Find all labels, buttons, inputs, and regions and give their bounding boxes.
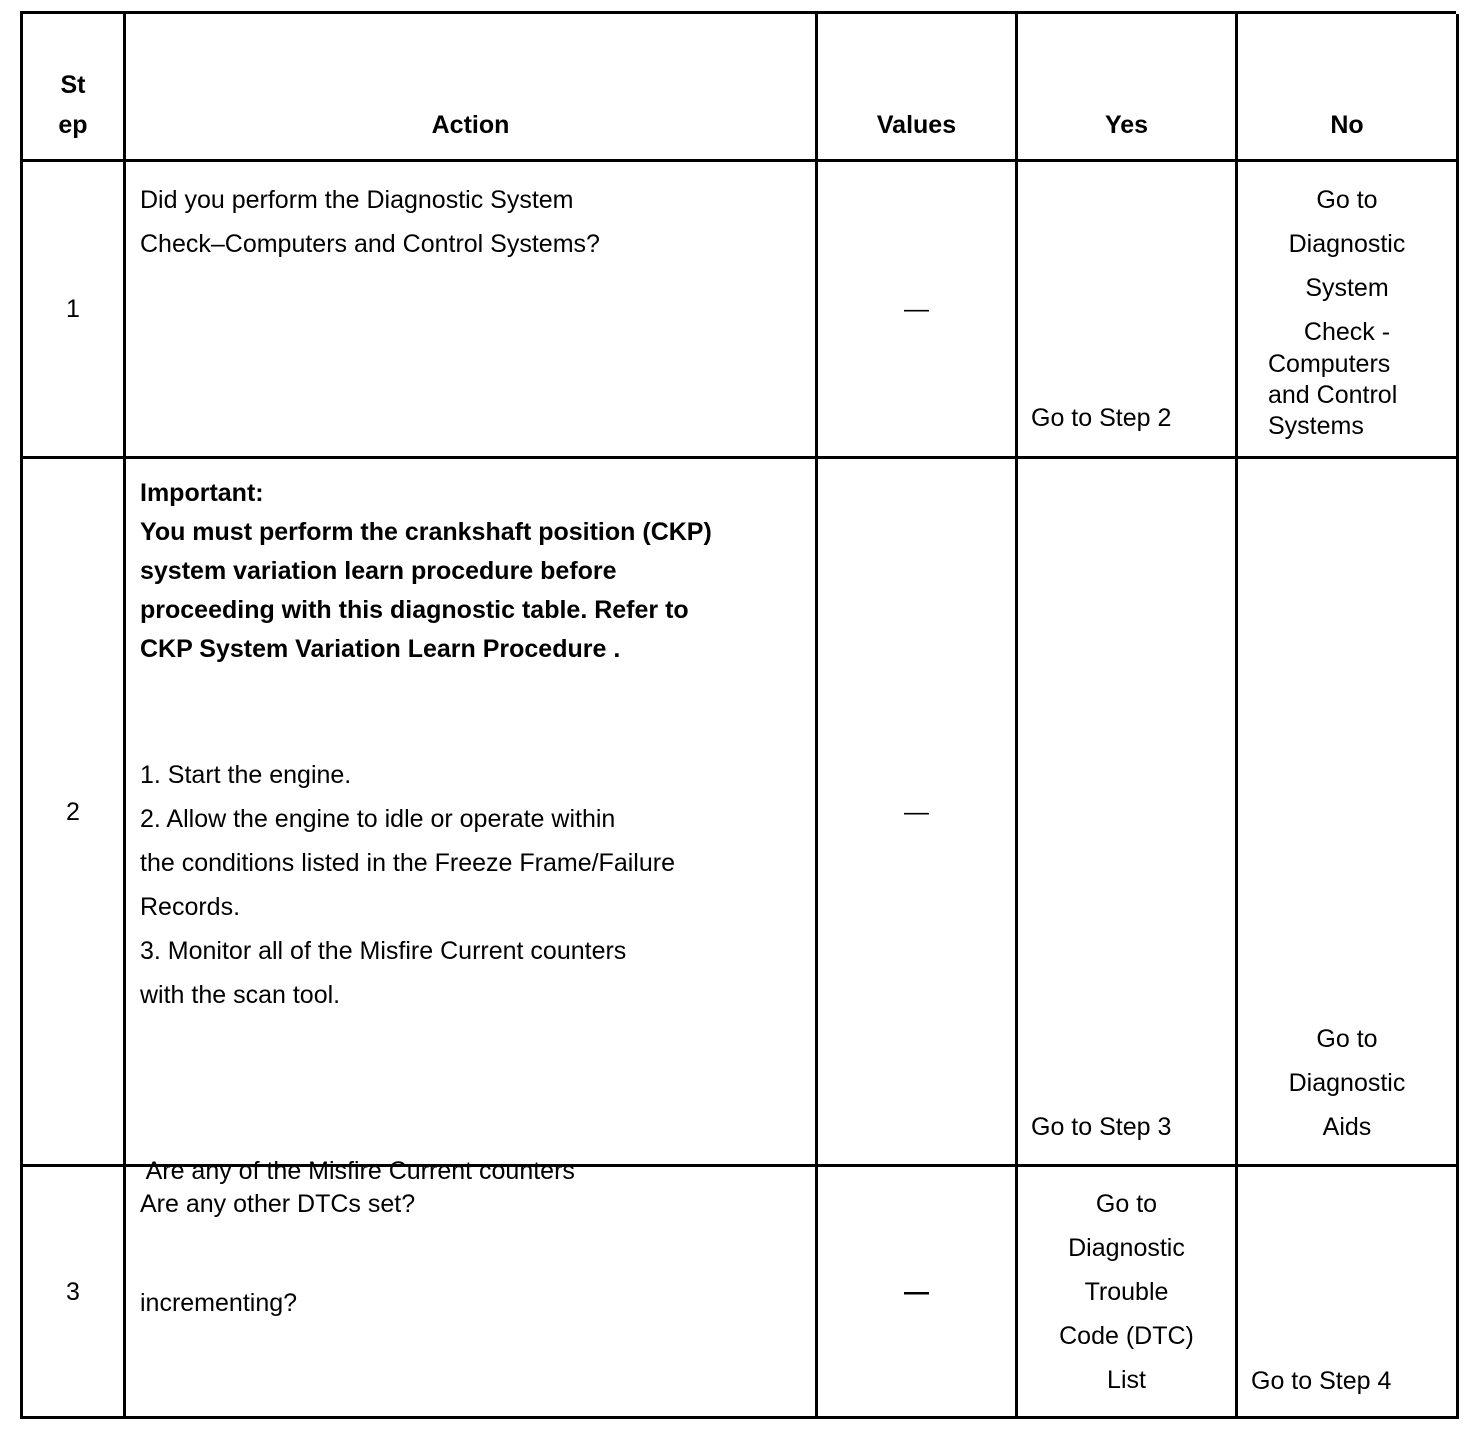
row3-step-number: 3 xyxy=(66,1277,80,1306)
row2-no xyxy=(1238,459,1459,1167)
row3-values xyxy=(818,1167,1018,1419)
row1-values xyxy=(818,162,1018,459)
row1-step-number: 1 xyxy=(66,295,80,323)
row1-no-line: Check - xyxy=(1303,318,1391,346)
row3-yes-line: Go to xyxy=(1095,1190,1158,1218)
row2-action-line: Records. xyxy=(140,893,241,921)
row2-no-line: Aids xyxy=(1322,1113,1372,1141)
row2-step-number: 2 xyxy=(66,797,80,826)
row2-action-line: 1. Start the engine. xyxy=(140,761,352,789)
row2-yes xyxy=(1018,459,1238,1167)
row1-yes xyxy=(1018,162,1238,459)
row2-values-dash: — xyxy=(904,797,929,826)
diagnostic-table xyxy=(20,11,1456,1419)
header-values xyxy=(818,14,1018,162)
header-yes-label: Yes xyxy=(1104,111,1149,139)
row3-no xyxy=(1238,1167,1459,1419)
important-line: CKP System Variation Learn Procedure . xyxy=(140,635,621,663)
row3-yes-line: List xyxy=(1107,1366,1146,1394)
row2-action-line: the conditions listed in the Freeze Frame/Failure xyxy=(140,849,675,877)
header-no xyxy=(1238,14,1459,162)
row3-action-line: Are any other DTCs set? xyxy=(140,1190,416,1218)
row3-yes-line: Trouble xyxy=(1084,1278,1169,1306)
header-action xyxy=(126,14,818,162)
row2-action-line: 2. Allow the engine to idle or operate within xyxy=(140,805,616,833)
row3-yes-line: Diagnostic xyxy=(1068,1234,1185,1262)
row1-no-line: System xyxy=(1305,274,1389,302)
row1-action-line: Did you perform the Diagnostic System xyxy=(140,186,574,214)
row2-no-line: Diagnostic xyxy=(1288,1069,1406,1097)
row1-values-dash: — xyxy=(904,295,929,323)
row3-values-dash: — xyxy=(904,1277,929,1306)
row3-yes-line: Code (DTC) xyxy=(1059,1322,1194,1350)
row3-yes xyxy=(1018,1167,1238,1419)
row2-yes-text: Go to Step 3 xyxy=(1031,1113,1172,1141)
row1-no-line: Computers xyxy=(1268,350,1391,378)
row1-action xyxy=(126,162,818,459)
important-line: proceeding with this diagnostic table. Refer to xyxy=(140,596,689,624)
important-line: You must perform the crankshaft position (CKP) xyxy=(140,518,712,546)
row2-question-line: Are any of the Misfire Current counters xyxy=(140,1157,575,1185)
important-label: Important: xyxy=(140,479,264,507)
header-action-label: Action xyxy=(431,111,510,139)
header-values-label: Values xyxy=(876,111,957,139)
row1-step xyxy=(23,162,126,459)
row1-action-line: Check–Computers and Control Systems? xyxy=(140,230,600,258)
row2-step xyxy=(23,459,126,1167)
header-step-line2: ep xyxy=(58,111,88,139)
row1-no-line: Diagnostic xyxy=(1288,230,1406,258)
header-no-label: No xyxy=(1330,111,1364,139)
row3-no-text: Go to Step 4 xyxy=(1251,1367,1392,1395)
row1-no-line: Systems xyxy=(1268,412,1364,440)
header-step-line1: St xyxy=(60,71,86,99)
header-step xyxy=(23,14,126,162)
row2-values xyxy=(818,459,1018,1167)
row1-no xyxy=(1238,162,1459,459)
row2-no-line: Go to xyxy=(1316,1025,1378,1053)
row2-action-line: 3. Monitor all of the Misfire Current counters xyxy=(140,937,627,965)
row1-no-line: and Control xyxy=(1268,381,1398,409)
row2-action-line: with the scan tool. xyxy=(140,981,341,1009)
row3-action xyxy=(126,1167,818,1419)
row3-step xyxy=(23,1167,126,1419)
row1-yes-text: Go to Step 2 xyxy=(1031,404,1172,432)
row2-question-line: incrementing? xyxy=(140,1289,298,1317)
header-yes xyxy=(1018,14,1238,162)
important-line: system variation learn procedure before xyxy=(140,557,617,585)
row1-no-line: Go to xyxy=(1316,186,1378,214)
